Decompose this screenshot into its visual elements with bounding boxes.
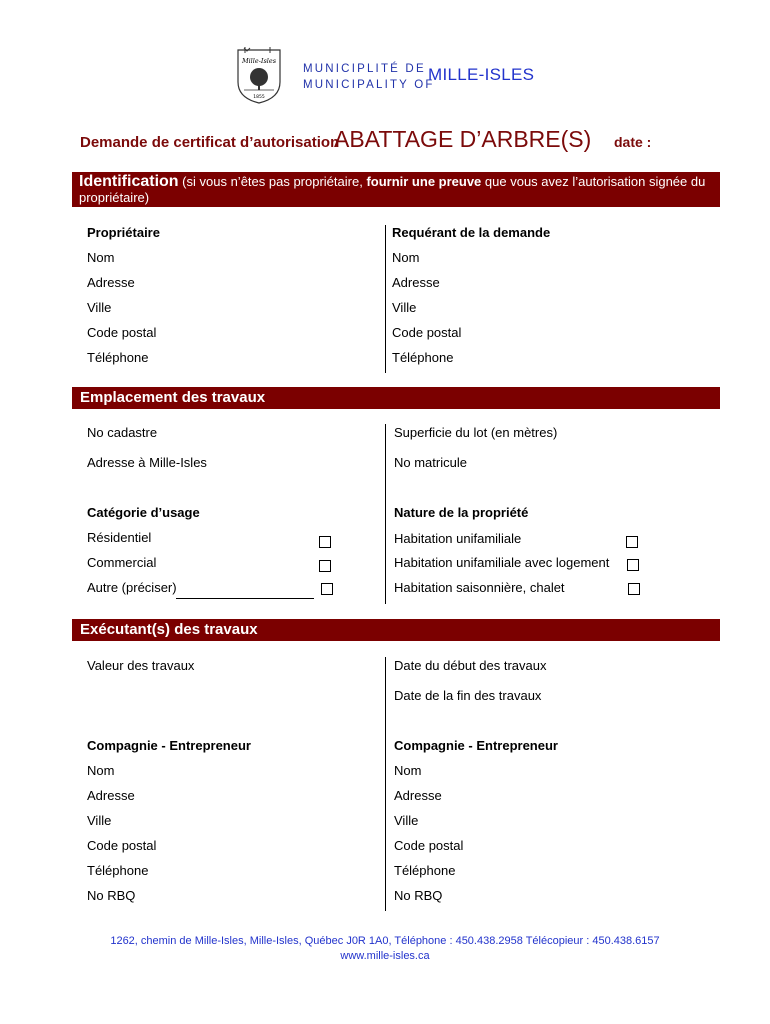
identification-note-c: que vous avez l’autorisation signée du <box>481 174 706 189</box>
contractor-left-address-field[interactable]: Adresse <box>87 788 135 803</box>
contractor-right-city-field[interactable]: Ville <box>394 813 419 828</box>
contractor-right-phone-field[interactable]: Téléphone <box>394 863 456 878</box>
usage-other-label: Autre (préciser) <box>87 580 177 595</box>
date-label: date : <box>614 134 652 150</box>
applicant-address-field[interactable]: Adresse <box>392 275 440 290</box>
applicant-name-field[interactable]: Nom <box>392 250 420 265</box>
owner-postal-field[interactable]: Code postal <box>87 325 157 340</box>
identification-heading: Identification <box>79 173 179 190</box>
executant-section-header <box>72 619 720 641</box>
svg-text:Mille-Isles: Mille-Isles <box>241 57 277 65</box>
usage-commercial-label: Commercial <box>87 555 157 570</box>
svg-text:1855: 1855 <box>253 95 265 100</box>
applicant-phone-field[interactable]: Téléphone <box>392 350 454 365</box>
location-section-header <box>72 387 720 409</box>
contractor-right-rbq-field[interactable]: No RBQ <box>394 888 443 903</box>
nature-single-family-dwelling-checkbox[interactable] <box>627 559 639 571</box>
usage-residential-label: Résidentiel <box>87 530 152 545</box>
executant-heading: Exécutant(s) des travaux <box>80 621 258 638</box>
identification-note-a: (si vous n’êtes pas propriétaire, <box>178 174 367 189</box>
contractor-right-address-field[interactable]: Adresse <box>394 788 442 803</box>
column-divider <box>385 657 386 911</box>
footer-address: 1262, chemin de Mille-Isles, Mille-Isles, Québec J0R 1A0, Téléphone : 450.438.2958 Télécopieur : 450.438.6157 <box>110 935 660 947</box>
column-divider <box>385 424 386 604</box>
usage-other-checkbox[interactable] <box>321 583 333 595</box>
footer-website-link[interactable]: www.mille-isles.ca <box>340 950 430 962</box>
owner-section-title: Propriétaire <box>87 225 160 240</box>
location-heading: Emplacement des travaux <box>80 389 266 406</box>
nature-single-family-label: Habitation unifamiliale <box>394 531 522 546</box>
municipal-crest-logo <box>236 46 282 104</box>
contractor-left-name-field[interactable]: Nom <box>87 763 115 778</box>
contractor-left-postal-field[interactable]: Code postal <box>87 838 157 853</box>
contractor-right-postal-field[interactable]: Code postal <box>394 838 464 853</box>
owner-name-field[interactable]: Nom <box>87 250 115 265</box>
applicant-section-title: Requérant de la demande <box>392 225 551 240</box>
identification-note-b: fournir une preuve <box>366 174 482 189</box>
form-title-prefix: Demande de certificat d’autorisation <box>80 134 340 151</box>
applicant-postal-field[interactable]: Code postal <box>392 325 462 340</box>
contractor-left-title: Compagnie - Entrepreneur <box>87 738 251 753</box>
contractor-left-city-field[interactable]: Ville <box>87 813 112 828</box>
end-date-field[interactable]: Date de la fin des travaux <box>394 688 542 703</box>
cadastre-field[interactable]: No cadastre <box>87 425 158 440</box>
nature-seasonal-label: Habitation saisonnière, chalet <box>394 580 565 595</box>
work-value-field[interactable]: Valeur des travaux <box>87 658 195 673</box>
usage-other-input-line[interactable] <box>176 598 314 599</box>
contractor-left-phone-field[interactable]: Téléphone <box>87 863 149 878</box>
owner-phone-field[interactable]: Téléphone <box>87 350 149 365</box>
nature-single-family-checkbox[interactable] <box>626 536 638 548</box>
property-nature-title: Nature de la propriété <box>394 505 529 520</box>
usage-commercial-checkbox[interactable] <box>319 560 331 572</box>
municipality-label-fr: MUNICIPLITÉ DE <box>303 63 426 75</box>
column-divider <box>385 225 386 373</box>
form-title-main: ABATTAGE D’ARBRE(S) <box>334 126 592 152</box>
contractor-left-rbq-field[interactable]: No RBQ <box>87 888 136 903</box>
usage-category-title: Catégorie d’usage <box>87 505 200 520</box>
owner-city-field[interactable]: Ville <box>87 300 112 315</box>
usage-residential-checkbox[interactable] <box>319 536 331 548</box>
contractor-right-name-field[interactable]: Nom <box>394 763 422 778</box>
municipality-name: MILLE-ISLES <box>428 65 535 84</box>
nature-seasonal-checkbox[interactable] <box>628 583 640 595</box>
nature-single-family-dwelling-label: Habitation unifamiliale avec logement <box>394 555 610 570</box>
identification-note-d: propriétaire) <box>79 190 150 205</box>
contractor-right-title: Compagnie - Entrepreneur <box>394 738 558 753</box>
matricule-field[interactable]: No matricule <box>394 455 467 470</box>
municipality-label-en: MUNICIPALITY OF <box>303 79 435 91</box>
address-mille-isles-field[interactable]: Adresse à Mille-Isles <box>87 455 207 470</box>
lot-area-field[interactable]: Superficie du lot (en mètres) <box>394 425 558 440</box>
applicant-city-field[interactable]: Ville <box>392 300 417 315</box>
identification-section-header <box>72 172 720 207</box>
start-date-field[interactable]: Date du début des travaux <box>394 658 547 673</box>
owner-address-field[interactable]: Adresse <box>87 275 135 290</box>
